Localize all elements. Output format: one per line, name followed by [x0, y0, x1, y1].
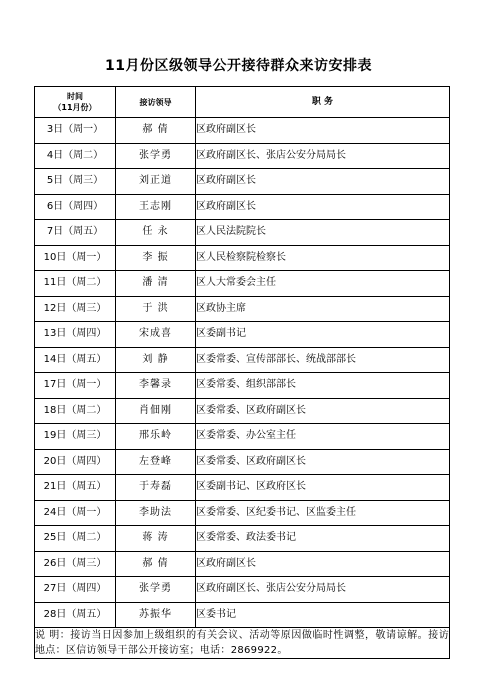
- date-cell: 19日（周三）: [35, 424, 116, 450]
- leader-cell: 刘正道: [116, 169, 196, 195]
- table-row: [35, 271, 450, 297]
- table-row: [35, 577, 450, 603]
- date-cell: 21日（周五）: [35, 475, 116, 501]
- column-header-leader: 接访领导: [116, 87, 196, 118]
- duty-cell: 区人大常委会主任: [196, 271, 450, 297]
- date-cell: 7日（周五）: [35, 220, 116, 246]
- duty-cell: 区政府副区长、张店公安分局局长: [196, 577, 450, 603]
- leader-cell: 郝 倩: [116, 118, 196, 144]
- date-cell: 27日（周四）: [35, 577, 116, 603]
- note-text: 说 明：接访当日因参加上级组织的有关会议、活动等原因做临时性调整，敬请谅解。接访地点：区信访领导干部公开接访室；电话：2869922。: [35, 628, 450, 659]
- date-cell: 25日（周二）: [35, 526, 116, 552]
- leader-cell: 潘 清: [116, 271, 196, 297]
- duty-cell: 区委常委、区政府副区长: [196, 398, 450, 424]
- date-cell: 12日（周三）: [35, 296, 116, 322]
- duty-cell: 区委常委、政法委书记: [196, 526, 450, 552]
- table-row: [35, 424, 450, 450]
- leader-cell: 张学勇: [116, 577, 196, 603]
- table-row: [35, 526, 450, 552]
- column-header-time-sub: （11月份）: [53, 103, 97, 112]
- table-row: [35, 449, 450, 475]
- duty-cell: 区政协主席: [196, 296, 450, 322]
- date-cell: 18日（周二）: [35, 398, 116, 424]
- leader-cell: 李 振: [116, 245, 196, 271]
- duty-cell: 区委常委、组织部部长: [196, 373, 450, 399]
- duty-cell: 区人民法院院长: [196, 220, 450, 246]
- date-cell: 11日（周二）: [35, 271, 116, 297]
- duty-cell: 区委常委、办公室主任: [196, 424, 450, 450]
- column-header-time: [35, 87, 116, 118]
- page-title: 11月份区级领导公开接待群众来访安排表: [105, 58, 372, 74]
- leader-cell: 李助法: [116, 500, 196, 526]
- date-cell: 20日（周四）: [35, 449, 116, 475]
- table-row: [35, 602, 450, 628]
- duty-cell: 区委常委、宣传部部长、统战部部长: [196, 347, 450, 373]
- table-row: [35, 118, 450, 144]
- leader-cell: 于寿磊: [116, 475, 196, 501]
- leader-cell: 郝 倩: [116, 551, 196, 577]
- date-cell: 17日（周一）: [35, 373, 116, 399]
- table-row: [35, 322, 450, 348]
- table-row: [35, 500, 450, 526]
- date-cell: 13日（周四）: [35, 322, 116, 348]
- reception-schedule-table: [34, 86, 450, 659]
- date-cell: 3日（周一）: [35, 118, 116, 144]
- duty-cell: 区政府副区长: [196, 118, 450, 144]
- date-cell: 10日（周一）: [35, 245, 116, 271]
- table-row: [35, 373, 450, 399]
- table-row: [35, 143, 450, 169]
- duty-cell: 区委副书记: [196, 322, 450, 348]
- duty-cell: 区委常委、区纪委书记、区监委主任: [196, 500, 450, 526]
- leader-cell: 任 永: [116, 220, 196, 246]
- duty-cell: 区人民检察院检察长: [196, 245, 450, 271]
- table-header-row: [35, 87, 450, 118]
- table-row: [35, 296, 450, 322]
- leader-cell: 蒋 涛: [116, 526, 196, 552]
- note-row: [35, 628, 450, 659]
- duty-cell: 区委常委、区政府副区长: [196, 449, 450, 475]
- duty-cell: 区政府副区长: [196, 194, 450, 220]
- date-cell: 5日（周三）: [35, 169, 116, 195]
- date-cell: 4日（周二）: [35, 143, 116, 169]
- leader-cell: 左登峰: [116, 449, 196, 475]
- leader-cell: 张学勇: [116, 143, 196, 169]
- duty-cell: 区委副书记、区政府区长: [196, 475, 450, 501]
- duty-cell: 区政府副区长、张店公安分局局长: [196, 143, 450, 169]
- leader-cell: 肖佃刚: [116, 398, 196, 424]
- column-header-time-label: 时间: [67, 92, 83, 101]
- table-row: [35, 551, 450, 577]
- leader-cell: 于 洪: [116, 296, 196, 322]
- table-row: [35, 220, 450, 246]
- date-cell: 26日（周三）: [35, 551, 116, 577]
- column-header-duty: 职 务: [196, 87, 450, 118]
- leader-cell: 李馨录: [116, 373, 196, 399]
- leader-cell: 苏振华: [116, 602, 196, 628]
- date-cell: 28日（周五）: [35, 602, 116, 628]
- leader-cell: 王志刚: [116, 194, 196, 220]
- table-row: [35, 245, 450, 271]
- duty-cell: 区委书记: [196, 602, 450, 628]
- date-cell: 14日（周五）: [35, 347, 116, 373]
- table-row: [35, 169, 450, 195]
- table-row: [35, 194, 450, 220]
- duty-cell: 区政府副区长: [196, 551, 450, 577]
- table-row: [35, 398, 450, 424]
- leader-cell: 宋成喜: [116, 322, 196, 348]
- leader-cell: 邢乐岭: [116, 424, 196, 450]
- table-row: [35, 347, 450, 373]
- date-cell: 24日（周一）: [35, 500, 116, 526]
- table-row: [35, 475, 450, 501]
- leader-cell: 刘 静: [116, 347, 196, 373]
- date-cell: 6日（周四）: [35, 194, 116, 220]
- duty-cell: 区政府副区长: [196, 169, 450, 195]
